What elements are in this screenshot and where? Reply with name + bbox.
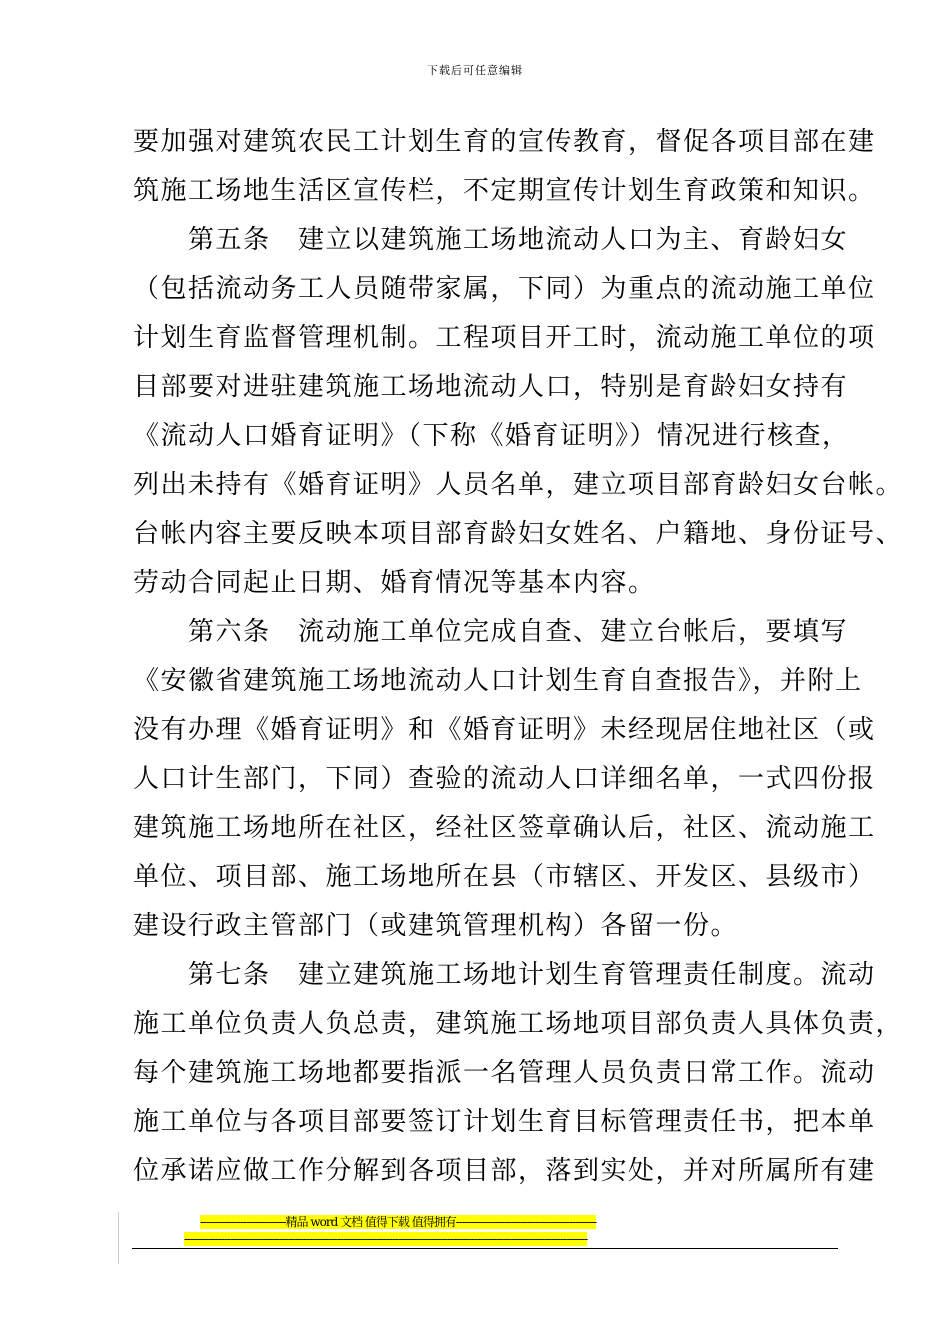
footer-promo-text: ----------------------------精品 word 文档 值得下载 值得拥有----------------------------------------------	[200, 1215, 597, 1229]
document-body	[133, 118, 904, 1196]
paragraph-line: 列出未持有《婚育证明》人员名单，建立项目部育龄妇女台帐。	[133, 470, 904, 500]
paragraph-line: 第五条 建立以建筑施工场地流动人口为主、育龄妇女	[188, 225, 849, 255]
footer-left-rule	[118, 1212, 119, 1264]
paragraph-line: 要加强对建筑农民工计划生育的宣传教育，督促各项目部在建	[133, 127, 876, 157]
paragraph-line: 建设行政主管部门（或建筑管理机构）各留一份。	[133, 911, 739, 941]
paragraph-line: 计划生育监督管理机制。工程项目开工时，流动施工单位的项	[133, 323, 876, 353]
paragraph-line: 台帐内容主要反映本项目部育龄妇女姓名、户籍地、身份证号、	[133, 519, 904, 549]
paragraph-line: 每个建筑施工场地都要指派一名管理人员负责日常工作。流动	[133, 1058, 876, 1088]
paragraph-line: 建筑施工场地所在社区，经社区签章确认后，社区、流动施工	[133, 813, 876, 843]
page-header: 下载后可任意编辑	[427, 64, 523, 77]
paragraph-line: 位承诺应做工作分解到各项目部，落到实处，并对所属所有建	[133, 1156, 876, 1186]
paragraph-line: 劳动合同起止日期、婚育情况等基本内容。	[133, 568, 656, 598]
paragraph-line: 目部要对进驻建筑施工场地流动人口，特别是育龄妇女持有	[133, 372, 849, 402]
paragraph-line: 筑施工场地生活区宣传栏，不定期宣传计划生育政策和知识。	[133, 176, 876, 206]
paragraph-line: 没有办理《婚育证明》和《婚育证明》未经现居住地社区（或	[133, 715, 876, 745]
paragraph-line: 第七条 建立建筑施工场地计划生育管理责任制度。流动	[188, 960, 876, 990]
footer-dash-line: ------------------------------------------------------------------------------------------------------------------------------------	[184, 1232, 588, 1246]
footer-bottom-rule	[132, 1248, 838, 1249]
paragraph	[133, 608, 876, 951]
paragraph-line: （包括流动务工人员随带家属，下同）为重点的流动施工单位	[133, 274, 876, 304]
paragraph	[133, 951, 904, 1196]
paragraph-line: 人口计生部门，下同）查验的流动人口详细名单，一式四份报	[133, 764, 876, 794]
paragraph-line: 第六条 流动施工单位完成自查、建立台帐后，要填写	[188, 617, 849, 647]
paragraph-line: 施工单位与各项目部要签订计划生育目标管理责任书，把本单	[133, 1107, 876, 1137]
paragraph-line: 《安徽省建筑施工场地流动人口计划生育自查报告》，并附上	[133, 666, 863, 696]
paragraph	[133, 216, 904, 608]
paragraph-line: 单位、项目部、施工场地所在县（市辖区、开发区、县级市）	[133, 862, 876, 892]
paragraph	[133, 118, 876, 216]
paragraph-line: 《流动人口婚育证明》（下称《婚育证明》）情况进行核查，	[133, 421, 850, 451]
paragraph-line: 施工单位负责人负总责，建筑施工场地项目部负责人具体负责，	[133, 1009, 904, 1039]
